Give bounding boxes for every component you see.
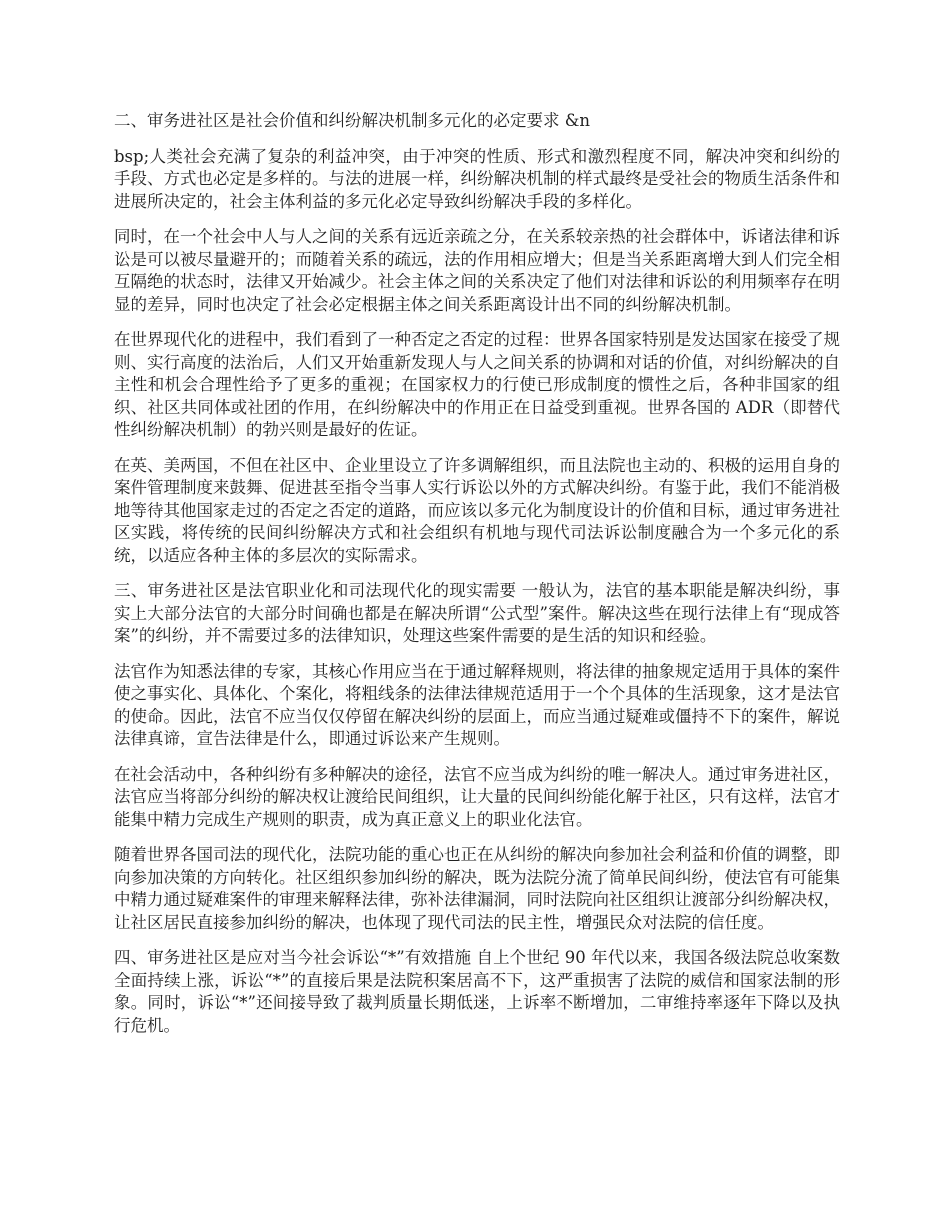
body-paragraph: 随着世界各国司法的现代化，法院功能的重心也正在从纠纷的解决向参加社会利益和价值的调整，即向参加决策的方向转化。社区组织参加纠纷的解决，既为法院分流了简单民间纠纷，使法官有可能集中精力通过疑难案件的审理来解释法律，弥补法律漏洞，同时法院向社区组织让渡部分纠纷解决权，让社区居民直接参加纠纷的解决，也体现了现代司法的民主性，增强民众对法院的信任度。 <box>114 845 840 932</box>
body-paragraph: 同时，在一个社会中人与人之间的关系有远近亲疏之分，在关系较亲热的社会群体中，诉诸法律和诉讼是可以被尽量避开的；而随着关系的疏远，法的作用相应增大；但是当关系距离增大到人们完全相互隔绝的状态时，法律又开始减少。社会主体之间的关系决定了他们对法律和诉讼的利用频率存在明显的差异，同时也决定了社会必定根据主体之间关系距离设计出不同的纠纷解决机制。 <box>114 227 840 314</box>
body-paragraph: 在世界现代化的进程中，我们看到了一种否定之否定的过程：世界各国家特别是发达国家在接受了规则、实行高度的法治后，人们又开始重新发现人与人之间关系的协调和对话的价值，对纠纷解决的自主性和机会合理性给予了更多的重视；在国家权力的行使已形成制度的惯性之后，各种非国家的组织、社区共同体或社团的作用，在纠纷解决中的作用正在日益受到重视。世界各国的 ADR（即替代性纠纷解决机制）的勃兴则是最好的佐证。 <box>114 330 840 439</box>
body-paragraph: 法官作为知悉法律的专家，其核心作用应当在于通过解释规则，将法律的抽象规定适用于具体的案件使之事实化、具体化、个案化，将粗线条的法律法律规范适用于一个个具体的生活现象，这才是法官的使命。因此，法官不应当仅仅停留在解决纠纷的层面上，而应当通过疑难或僵持不下的案件，解说法律真谛，宣告法律是什么，即通过诉讼来产生规则。 <box>114 661 840 748</box>
body-paragraph: 在英、美两国，不但在社区中、企业里设立了许多调解组织，而且法院也主动的、积极的运用自身的案件管理制度来鼓舞、促进甚至指令当事人实行诉讼以外的方式解决纠纷。有鉴于此，我们不能消极地等待其他国家走过的否定之否定的道路，而应该以多元化为制度设计的价值和目标，通过审务进社区实践，将传统的民间纠纷解决方式和社会组织有机地与现代司法诉讼制度融合为一个多元化的系统，以适应各种主体的多层次的实际需求。 <box>114 455 840 565</box>
document-body <box>114 110 840 1050</box>
section-heading-paragraph: 二、审务进社区是社会价值和纠纷解决机制多元化的必定要求 &n <box>114 111 591 130</box>
body-paragraph: 在社会活动中，各种纠纷有多种解决的途径，法官不应当成为纠纷的唯一解决人。通过审务进社区，法官应当将部分纠纷的解决权让渡给民间组织，让大量的民间纠纷能化解于社区，只有这样，法官才能集中精力完成生产规则的职责，成为真正意义上的职业化法官。 <box>114 764 840 829</box>
section-heading-paragraph: 三、审务进社区是法官职业化和司法现代化的现实需要 一般认为，法官的基本职能是解决纠纷，事实上大部分法官的大部分时间确也都是在解决所谓“公式型”案件。解决这些在现行法律上有“现成答案”的纠纷，并不需要过多的法律知识，处理这些案件需要的是生活的知识和经验。 <box>114 581 840 645</box>
section-heading-paragraph: 四、审务进社区是应对当今社会诉讼“*”有效措施 自上个世纪 90 年代以来，我国各级法院总收案数全面持续上涨，诉讼“*”的直接后果是法院积案居高不下，这严重损害了法院的威信和国家法制的形象。同时，诉讼“*”还间接导致了裁判质量长期低迷，上诉率不断增加，二审维持率逐年下降以及执行危机。 <box>114 948 840 1035</box>
body-paragraph: bsp;人类社会充满了复杂的利益冲突，由于冲突的性质、形式和激烈程度不同，解决冲突和纠纷的手段、方式也必定是多样的。与法的进展一样，纠纷解决机制的样式最终是受社会的物质生活条件和进展所决定的，社会主体利益的多元化必定导致纠纷解决手段的多样化。 <box>114 146 840 211</box>
